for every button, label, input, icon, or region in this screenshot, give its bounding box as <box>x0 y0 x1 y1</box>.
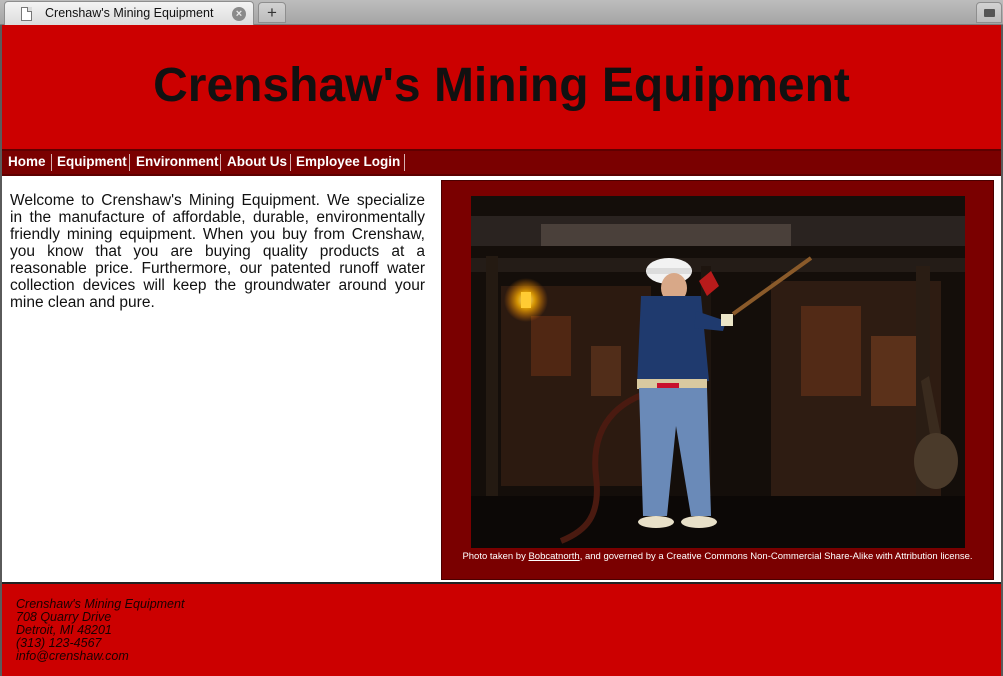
site-header <box>2 25 1001 149</box>
nav-link-home[interactable]: Home <box>8 154 46 169</box>
nav-link-employee-login[interactable]: Employee Login <box>296 154 401 169</box>
footer-company-name: Crenshaw's Mining Equipment <box>16 597 185 611</box>
browser-tab[interactable] <box>4 1 254 25</box>
site-title: Crenshaw's Mining Equipment <box>153 59 850 112</box>
new-tab-button[interactable]: + <box>258 2 286 23</box>
intro-paragraph: Welcome to Crenshaw's Mining Equipment. We specialize in the manufacture of affordable, durable, environmentally friendly mining equipment. When you buy from Crenshaw, you know that you are buying quality products at a reasonable price. Furthermore, our patented runoff water collection devices will keep the groundwater around your mine clean and pure. <box>10 192 425 311</box>
nav-separator <box>51 154 52 171</box>
photo-caption-prefix: Photo taken by <box>462 551 529 562</box>
site-footer <box>2 582 1001 676</box>
photo-caption-suffix: , and governed by a Creative Commons Non-Commercial Share-Alike with Attribution license. <box>579 551 973 562</box>
menu-icon <box>984 9 995 17</box>
tab-title: Crenshaw's Mining Equipment <box>45 6 214 20</box>
photo-frame <box>441 180 994 580</box>
tab-menu-button[interactable] <box>976 2 1002 23</box>
browser-tab-bar <box>0 0 1003 25</box>
close-tab-icon[interactable]: × <box>232 7 246 21</box>
footer-email: info@crenshaw.com <box>16 649 129 663</box>
page-icon <box>21 7 32 21</box>
photo-caption <box>442 551 993 562</box>
footer-city: Detroit, MI 48201 <box>16 623 112 637</box>
nav-separator <box>290 154 291 171</box>
mine-photo <box>471 196 965 548</box>
page-viewport <box>0 25 1003 676</box>
photographer-link[interactable]: Bobcatnorth <box>528 551 580 562</box>
nav-separator <box>404 154 405 171</box>
nav-link-equipment[interactable]: Equipment <box>57 154 127 169</box>
nav-separator <box>220 154 221 171</box>
contact-address <box>16 598 184 663</box>
footer-phone: (313) 123-4567 <box>16 636 102 650</box>
nav-link-environment[interactable]: Environment <box>136 154 219 169</box>
nav-link-about-us[interactable]: About Us <box>227 154 287 169</box>
miner-photo-illustration <box>471 196 965 548</box>
nav-separator <box>129 154 130 171</box>
main-nav <box>2 149 1001 176</box>
footer-street: 708 Quarry Drive <box>16 610 112 624</box>
